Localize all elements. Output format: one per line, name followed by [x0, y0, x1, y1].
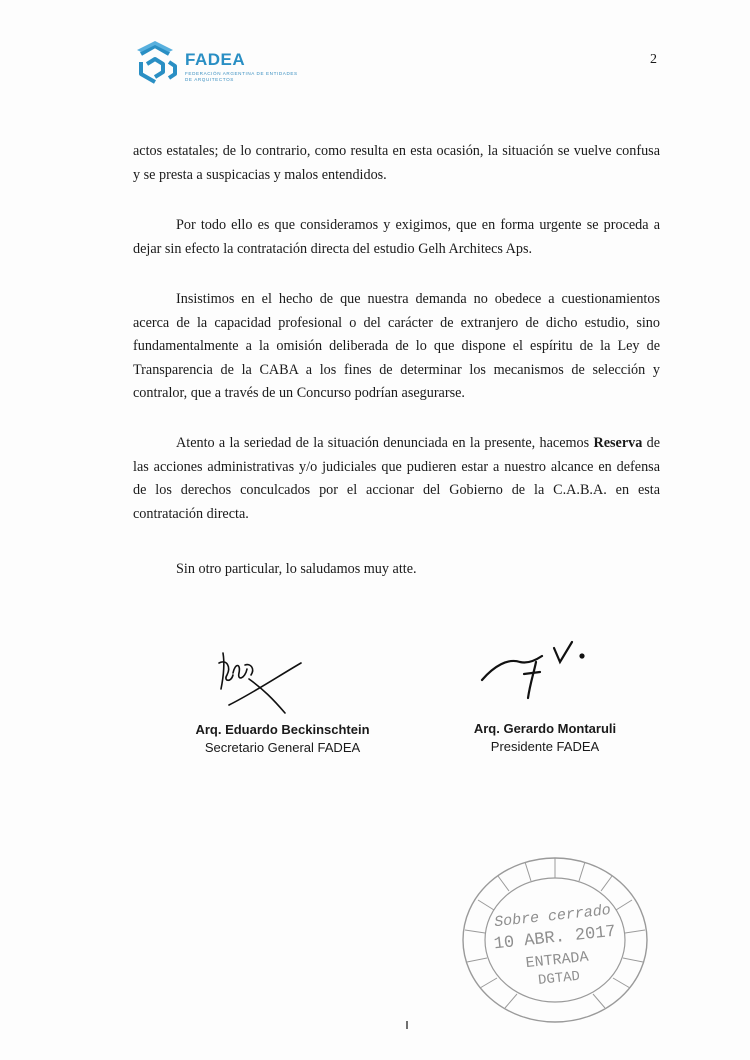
stamp-date: 10 ABR. 2017	[492, 922, 617, 955]
reception-stamp	[455, 848, 655, 1023]
stamp-text-sobre: Sobre cerrado	[493, 902, 612, 932]
paragraph-text: Insistimos en el hecho de que nuestra demanda no obedece a cuestionamientos acerca de la capacidad profesional o del carácter de extranjero de dicho estudio, sino fundamentalmente a la omisión deliberada de lo que dispone el espíritu de la Ley de Transparencia de la CABA a los fines de determinar los mecanismos de selección y contralor, que a través de un Concurso podrían asegurarse.	[133, 291, 660, 401]
paragraph-insistence	[133, 288, 660, 406]
paragraph-text: actos estatales; de lo contrario, como resulta en esta ocasión, la situación se vuelve confusa y se presta a suspicacias y malos entendidos.	[133, 143, 660, 183]
signature-beckinschtein	[205, 645, 305, 715]
logo-subtitle: FEDERACIÓN ARGENTINA DE ENTIDADES DE ARQUITECTOS	[185, 71, 298, 82]
page-number: 2	[650, 52, 657, 67]
stamp-text-dgtad: DGTAD	[537, 968, 581, 989]
signatory-title: Presidente FADEA	[490, 739, 600, 754]
paragraph-text: Por todo ello es que consideramos y exigimos, que en forma urgente se proceda a dejar sin efecto la contratación directa del estudio Gelh Architecs Aps.	[133, 217, 660, 257]
signatory-name: Arq. Eduardo Beckinschtein	[195, 722, 370, 737]
logo-name: FADEA	[185, 50, 246, 69]
paragraph-closing	[133, 558, 660, 582]
signature-block-president	[455, 720, 635, 756]
paragraph-demand	[133, 214, 660, 261]
signature-montaruli	[480, 640, 600, 700]
fadea-logo	[135, 40, 305, 88]
reserva-bold-text: Reserva	[593, 435, 643, 451]
signatory-title: Secretario General FADEA	[204, 740, 361, 755]
paragraph-reservation	[133, 432, 660, 526]
stamp-text-entrada: ENTRADA	[524, 948, 590, 973]
signatory-name: Arq. Gerardo Montaruli	[473, 721, 617, 736]
paragraph-continuation	[133, 140, 660, 187]
paragraph-text-before: Atento a la seriedad de la situación denunciada en la presente, hacemos	[176, 435, 590, 451]
paragraph-text-after: de las acciones administrativas y/o judiciales que pudieren estar a nuestro alcance en defensa de los derechos conculcados por el accionar del Gobierno de la C.A.B.A. en esta contratación directa.	[133, 435, 661, 522]
paragraph-text	[133, 432, 660, 526]
fadea-logo-icon	[135, 40, 181, 88]
signature-block-secretary	[190, 721, 375, 757]
ink-speck	[405, 1020, 409, 1030]
closing-text: Sin otro particular, lo saludamos muy atte.	[176, 561, 417, 577]
